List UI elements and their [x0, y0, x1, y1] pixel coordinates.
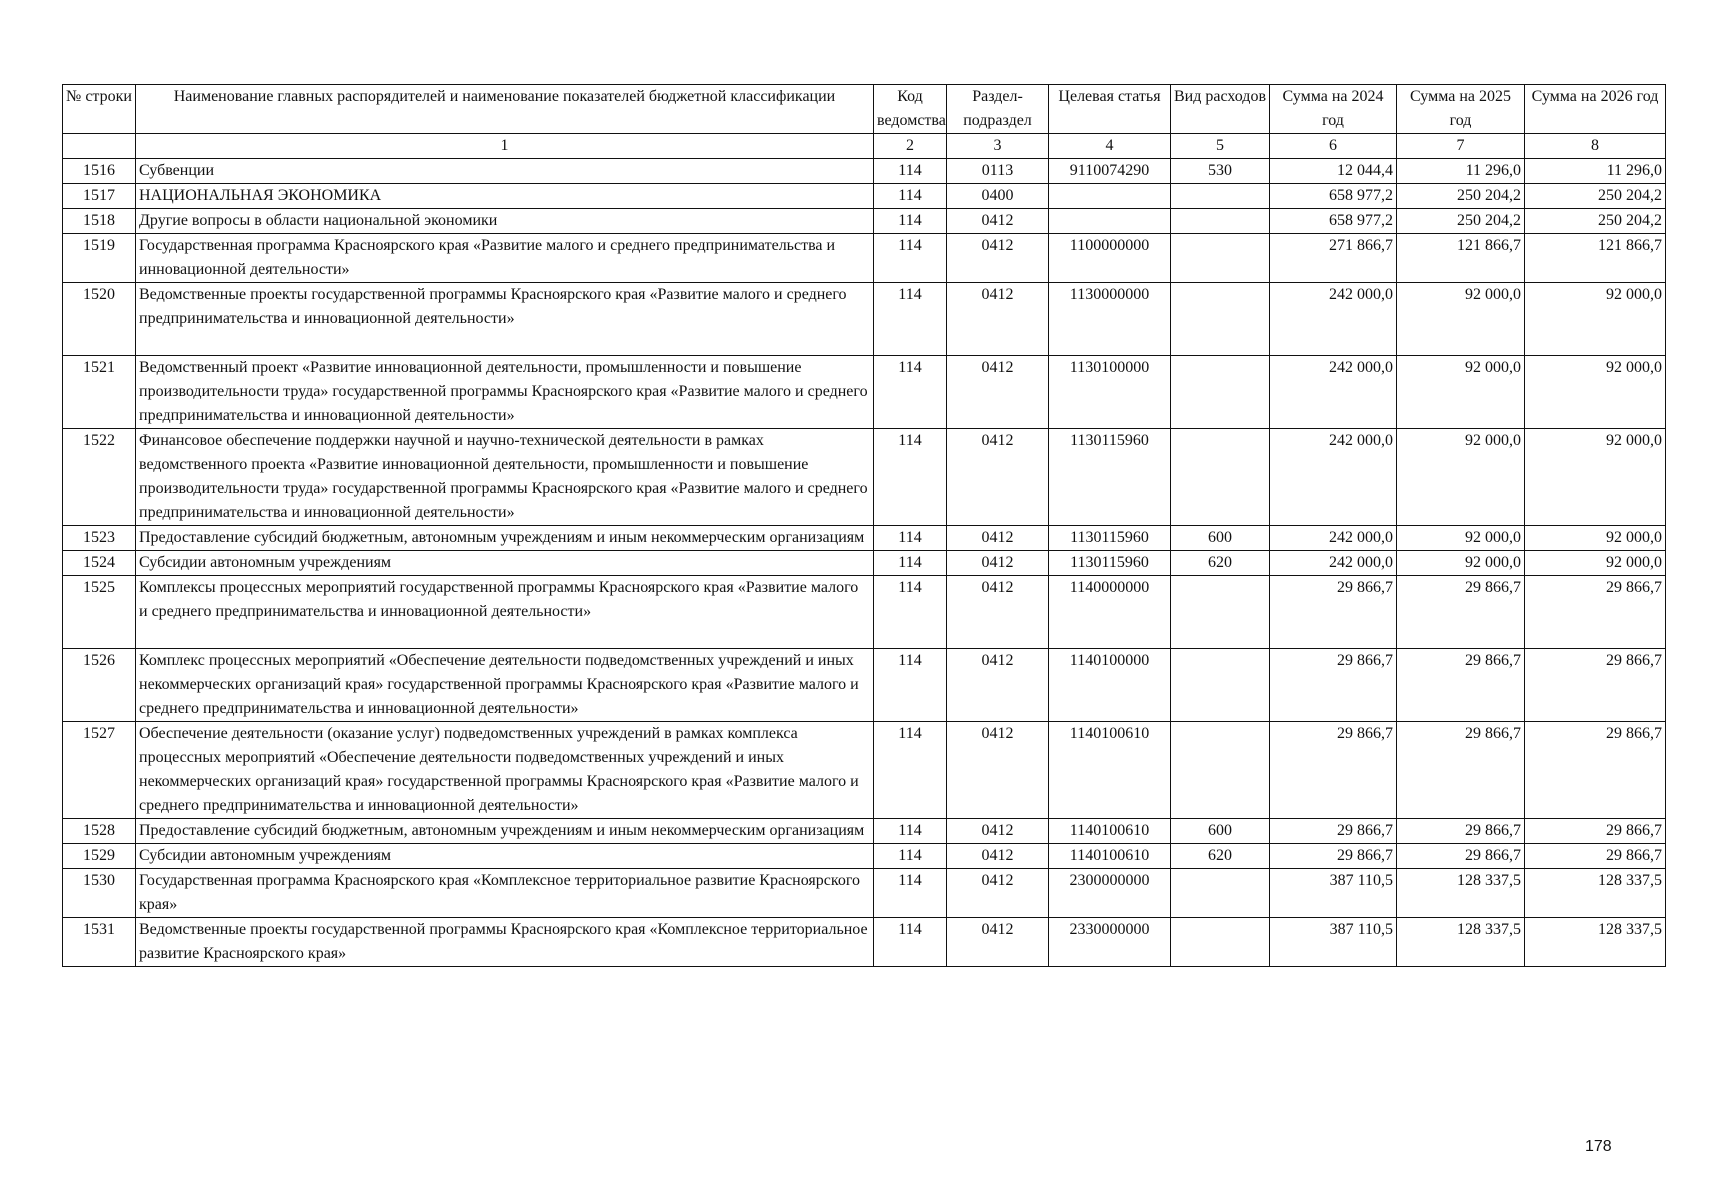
header-row-number: № строки: [63, 85, 136, 134]
column-number: 5: [1171, 134, 1270, 159]
expense-type-cell: [1171, 576, 1270, 649]
sum-2024-cell: 242 000,0: [1270, 526, 1397, 551]
sum-2024-cell: 242 000,0: [1270, 429, 1397, 526]
table-row: [63, 283, 1666, 356]
expense-type-cell: [1171, 869, 1270, 918]
dept-code-cell: 114: [874, 526, 947, 551]
header-row: [63, 85, 1666, 134]
section-cell: 0412: [947, 722, 1049, 819]
name-cell: Государственная программа Красноярского края «Развитие малого и среднего предпринимательства и инновационной деятельности»: [136, 234, 874, 283]
column-number: 1: [136, 134, 874, 159]
expense-type-cell: 600: [1171, 819, 1270, 844]
sum-2026-cell: 250 204,2: [1525, 209, 1666, 234]
table-row: [63, 234, 1666, 283]
name-cell: Комплексы процессных мероприятий государственной программы Красноярского края «Развитие малого и среднего предпринимательства и инновационной деятельности»: [136, 576, 874, 649]
sum-2026-cell: 92 000,0: [1525, 429, 1666, 526]
table-row: [63, 209, 1666, 234]
sum-2025-cell: 92 000,0: [1397, 526, 1525, 551]
sum-2024-cell: 658 977,2: [1270, 184, 1397, 209]
section-cell: 0412: [947, 283, 1049, 356]
row-number-cell: 1527: [63, 722, 136, 819]
row-number-cell: 1530: [63, 869, 136, 918]
row-number-cell: 1528: [63, 819, 136, 844]
expense-type-cell: [1171, 918, 1270, 967]
column-number: 6: [1270, 134, 1397, 159]
sum-2026-cell: 92 000,0: [1525, 283, 1666, 356]
expense-type-cell: [1171, 649, 1270, 722]
sum-2025-cell: 29 866,7: [1397, 844, 1525, 869]
table-row: [63, 918, 1666, 967]
sum-2024-cell: 242 000,0: [1270, 551, 1397, 576]
sum-2026-cell: 92 000,0: [1525, 356, 1666, 429]
header-name: Наименование главных распорядителей и наименование показателей бюджетной классификации: [136, 85, 874, 134]
name-cell: Предоставление субсидий бюджетным, автономным учреждениям и иным некоммерческим организациям: [136, 819, 874, 844]
target-cell: 1130100000: [1049, 356, 1171, 429]
row-number-cell: 1516: [63, 159, 136, 184]
table-row: [63, 722, 1666, 819]
sum-2024-cell: 29 866,7: [1270, 649, 1397, 722]
sum-2026-cell: 29 866,7: [1525, 844, 1666, 869]
table-row: [63, 356, 1666, 429]
sum-2025-cell: 92 000,0: [1397, 356, 1525, 429]
section-cell: 0412: [947, 844, 1049, 869]
name-cell: Ведомственный проект «Развитие инновационной деятельности, промышленности и повышение производительности труда» государственной программы Красноярского края «Развитие малого и среднего предпринимательства и инновационной деятельности»: [136, 356, 874, 429]
target-cell: 1130115960: [1049, 551, 1171, 576]
sum-2025-cell: 29 866,7: [1397, 819, 1525, 844]
section-cell: 0412: [947, 649, 1049, 722]
section-cell: 0412: [947, 551, 1049, 576]
dept-code-cell: 114: [874, 429, 947, 526]
dept-code-cell: 114: [874, 159, 947, 184]
sum-2024-cell: 242 000,0: [1270, 283, 1397, 356]
column-number: [63, 134, 136, 159]
dept-code-cell: 114: [874, 209, 947, 234]
section-cell: 0412: [947, 918, 1049, 967]
dept-code-cell: 114: [874, 918, 947, 967]
section-cell: 0412: [947, 869, 1049, 918]
row-number-cell: 1531: [63, 918, 136, 967]
row-number-cell: 1520: [63, 283, 136, 356]
column-number: 4: [1049, 134, 1171, 159]
dept-code-cell: 114: [874, 576, 947, 649]
column-number: 3: [947, 134, 1049, 159]
name-cell: Предоставление субсидий бюджетным, автономным учреждениям и иным некоммерческим организациям: [136, 526, 874, 551]
sum-2026-cell: 29 866,7: [1525, 649, 1666, 722]
table-row: [63, 844, 1666, 869]
sum-2024-cell: 12 044,4: [1270, 159, 1397, 184]
table-row: [63, 869, 1666, 918]
sum-2025-cell: 121 866,7: [1397, 234, 1525, 283]
row-number-cell: 1526: [63, 649, 136, 722]
row-number-cell: 1521: [63, 356, 136, 429]
sum-2024-cell: 29 866,7: [1270, 722, 1397, 819]
dept-code-cell: 114: [874, 819, 947, 844]
table-row: [63, 819, 1666, 844]
dept-code-cell: 114: [874, 844, 947, 869]
sum-2025-cell: 250 204,2: [1397, 209, 1525, 234]
header-expense-type: Вид расходов: [1171, 85, 1270, 134]
name-cell: Государственная программа Красноярского края «Комплексное территориальное развитие Красноярского края»: [136, 869, 874, 918]
name-cell: Обеспечение деятельности (оказание услуг) подведомственных учреждений в рамках комплекса процессных мероприятий «Обеспечение деятельности подведомственных учреждений и иных некоммерческих организаций края» государственной программы Красноярского края «Развитие малого и среднего предпринимательства и инновационной деятельности»: [136, 722, 874, 819]
header-target: Целевая статья: [1049, 85, 1171, 134]
name-cell: Субвенции: [136, 159, 874, 184]
expense-type-cell: [1171, 234, 1270, 283]
row-number-cell: 1517: [63, 184, 136, 209]
section-cell: 0412: [947, 209, 1049, 234]
target-cell: 1140100000: [1049, 649, 1171, 722]
target-cell: 1100000000: [1049, 234, 1171, 283]
target-cell: 2300000000: [1049, 869, 1171, 918]
header-sum-2025: Сумма на 2025 год: [1397, 85, 1525, 134]
column-numbers-row: [63, 134, 1666, 159]
expense-type-cell: [1171, 209, 1270, 234]
column-number: 2: [874, 134, 947, 159]
table-row: [63, 159, 1666, 184]
section-cell: 0412: [947, 234, 1049, 283]
section-cell: 0412: [947, 526, 1049, 551]
sum-2024-cell: 387 110,5: [1270, 918, 1397, 967]
target-cell: [1049, 184, 1171, 209]
budget-table: [62, 84, 1666, 967]
table-row: [63, 649, 1666, 722]
sum-2024-cell: 658 977,2: [1270, 209, 1397, 234]
expense-type-cell: 530: [1171, 159, 1270, 184]
table-row: [63, 429, 1666, 526]
row-number-cell: 1522: [63, 429, 136, 526]
sum-2026-cell: 92 000,0: [1525, 526, 1666, 551]
table-row: [63, 551, 1666, 576]
target-cell: 1130115960: [1049, 526, 1171, 551]
sum-2026-cell: 250 204,2: [1525, 184, 1666, 209]
target-cell: 2330000000: [1049, 918, 1171, 967]
table-row: [63, 576, 1666, 649]
target-cell: 1130115960: [1049, 429, 1171, 526]
dept-code-cell: 114: [874, 184, 947, 209]
name-cell: Финансовое обеспечение поддержки научной и научно-технической деятельности в рамках ведомственного проекта «Развитие инновационной деятельности, промышленности и повышение производительности труда» государственной программы Красноярского края «Развитие малого и среднего предпринимательства и инновационной деятельности»: [136, 429, 874, 526]
sum-2024-cell: 271 866,7: [1270, 234, 1397, 283]
name-cell: Субсидии автономным учреждениям: [136, 844, 874, 869]
sum-2026-cell: 121 866,7: [1525, 234, 1666, 283]
row-number-cell: 1523: [63, 526, 136, 551]
row-number-cell: 1525: [63, 576, 136, 649]
sum-2025-cell: 128 337,5: [1397, 918, 1525, 967]
expense-type-cell: [1171, 356, 1270, 429]
dept-code-cell: 114: [874, 551, 947, 576]
row-number-cell: 1524: [63, 551, 136, 576]
table-row: [63, 184, 1666, 209]
sum-2024-cell: 29 866,7: [1270, 819, 1397, 844]
sum-2025-cell: 250 204,2: [1397, 184, 1525, 209]
header-section: Раздел-подраздел: [947, 85, 1049, 134]
sum-2026-cell: 128 337,5: [1525, 918, 1666, 967]
section-cell: 0113: [947, 159, 1049, 184]
target-cell: 1140000000: [1049, 576, 1171, 649]
sum-2024-cell: 29 866,7: [1270, 844, 1397, 869]
column-number: 7: [1397, 134, 1525, 159]
dept-code-cell: 114: [874, 649, 947, 722]
expense-type-cell: [1171, 429, 1270, 526]
row-number-cell: 1519: [63, 234, 136, 283]
section-cell: 0412: [947, 356, 1049, 429]
expense-type-cell: [1171, 722, 1270, 819]
name-cell: НАЦИОНАЛЬНАЯ ЭКОНОМИКА: [136, 184, 874, 209]
name-cell: Ведомственные проекты государственной программы Красноярского края «Комплексное территориальное развитие Красноярского края»: [136, 918, 874, 967]
sum-2025-cell: 92 000,0: [1397, 283, 1525, 356]
sum-2025-cell: 29 866,7: [1397, 722, 1525, 819]
sum-2025-cell: 29 866,7: [1397, 649, 1525, 722]
sum-2026-cell: 29 866,7: [1525, 576, 1666, 649]
sum-2026-cell: 11 296,0: [1525, 159, 1666, 184]
name-cell: Ведомственные проекты государственной программы Красноярского края «Развитие малого и среднего предпринимательства и инновационной деятельности»: [136, 283, 874, 356]
name-cell: Субсидии автономным учреждениям: [136, 551, 874, 576]
sum-2024-cell: 387 110,5: [1270, 869, 1397, 918]
header-dept-code: Код ведомства: [874, 85, 947, 134]
row-number-cell: 1518: [63, 209, 136, 234]
dept-code-cell: 114: [874, 869, 947, 918]
sum-2024-cell: 29 866,7: [1270, 576, 1397, 649]
sum-2025-cell: 92 000,0: [1397, 429, 1525, 526]
dept-code-cell: 114: [874, 722, 947, 819]
section-cell: 0412: [947, 819, 1049, 844]
sum-2025-cell: 29 866,7: [1397, 576, 1525, 649]
section-cell: 0412: [947, 429, 1049, 526]
expense-type-cell: 620: [1171, 844, 1270, 869]
dept-code-cell: 114: [874, 283, 947, 356]
name-cell: Комплекс процессных мероприятий «Обеспечение деятельности подведомственных учреждений и иных некоммерческих организаций края» государственной программы Красноярского края «Развитие малого и среднего предпринимательства и инновационной деятельности»: [136, 649, 874, 722]
sum-2026-cell: 128 337,5: [1525, 869, 1666, 918]
target-cell: 1140100610: [1049, 722, 1171, 819]
target-cell: 1140100610: [1049, 819, 1171, 844]
sum-2025-cell: 92 000,0: [1397, 551, 1525, 576]
section-cell: 0400: [947, 184, 1049, 209]
column-number: 8: [1525, 134, 1666, 159]
sum-2025-cell: 128 337,5: [1397, 869, 1525, 918]
expense-type-cell: [1171, 184, 1270, 209]
name-cell: Другие вопросы в области национальной экономики: [136, 209, 874, 234]
target-cell: 1130000000: [1049, 283, 1171, 356]
expense-type-cell: 620: [1171, 551, 1270, 576]
sum-2026-cell: 29 866,7: [1525, 722, 1666, 819]
header-sum-2026: Сумма на 2026 год: [1525, 85, 1666, 134]
target-cell: [1049, 209, 1171, 234]
dept-code-cell: 114: [874, 234, 947, 283]
page-number: 178: [1585, 1138, 1612, 1155]
expense-type-cell: [1171, 283, 1270, 356]
table-row: [63, 526, 1666, 551]
target-cell: 1140100610: [1049, 844, 1171, 869]
expense-type-cell: 600: [1171, 526, 1270, 551]
sum-2026-cell: 92 000,0: [1525, 551, 1666, 576]
section-cell: 0412: [947, 576, 1049, 649]
sum-2026-cell: 29 866,7: [1525, 819, 1666, 844]
target-cell: 9110074290: [1049, 159, 1171, 184]
row-number-cell: 1529: [63, 844, 136, 869]
sum-2024-cell: 242 000,0: [1270, 356, 1397, 429]
header-sum-2024: Сумма на 2024 год: [1270, 85, 1397, 134]
sum-2025-cell: 11 296,0: [1397, 159, 1525, 184]
dept-code-cell: 114: [874, 356, 947, 429]
